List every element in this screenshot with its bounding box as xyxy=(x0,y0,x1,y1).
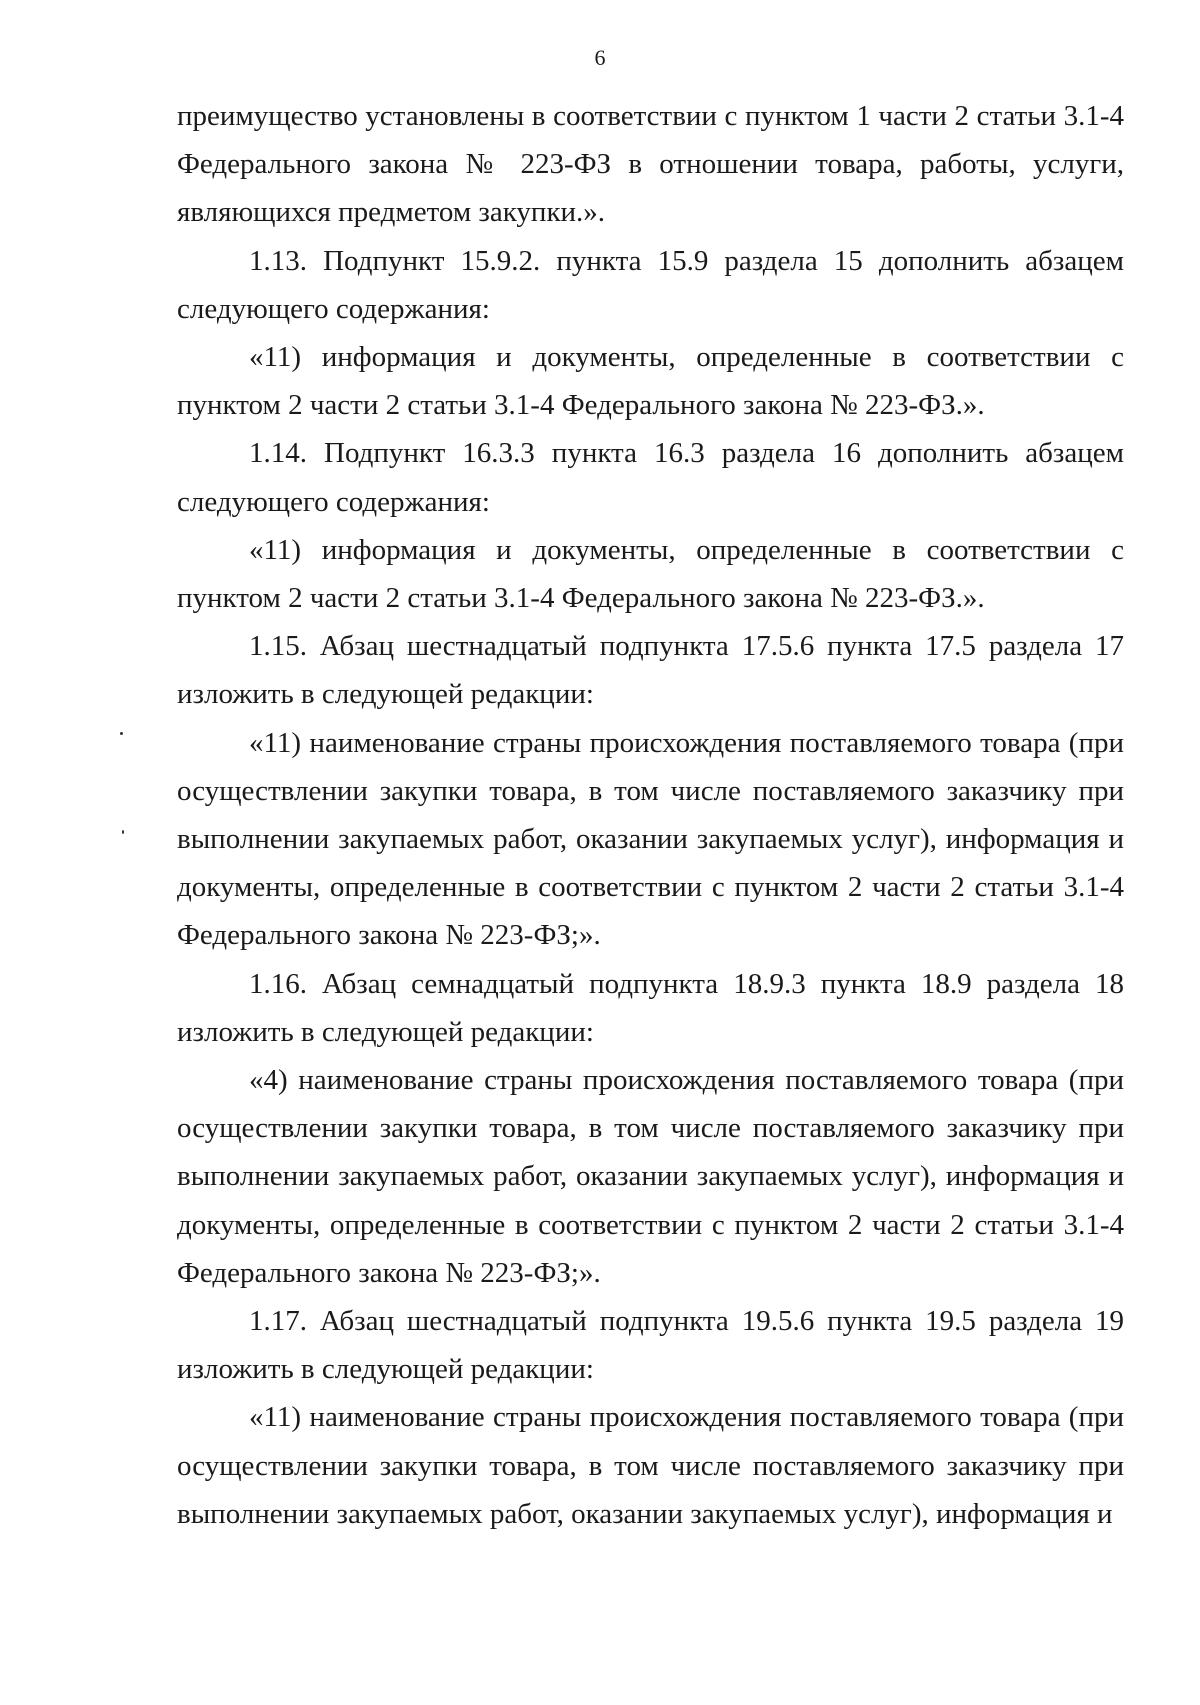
item-1-14-heading: 1.14. Подпункт 16.3.3 пункта 16.3 раздела 16 дополнить абзацем следующего содержания: xyxy=(177,437,1124,518)
item-1-16-heading: 1.16. Абзац семнадцатый подпункта 18.9.3 пункта 18.9 раздела 18 изложить в следующей редакции: xyxy=(177,967,1124,1048)
item-1-13-quote: «11) информация и документы, определенные в соответствии с пунктом 2 части 2 статьи 3.1-4 Федерального закона № 223-ФЗ.». xyxy=(177,341,1124,422)
item-1-15-quote: «11) наименование страны происхождения поставляемого товара (при осуществлении закупки товара, в том числе поставляемого заказчику при выполнении закупаемых работ, оказании закупаемых услуг), информация и документы, определенные в соответствии с пунктом 2 части 2 статьи 3.1-4 Федерального закона № 223-ФЗ;». xyxy=(177,726,1124,952)
scan-speck xyxy=(122,830,124,834)
page-number: 6 xyxy=(594,45,606,70)
item-1-17-quote: «11) наименование страны происхождения поставляемого товара (при осуществлении закупки товара, в том числе поставляемого заказчику при выполнении закупаемых работ, оказании закупаемых услуг), информация и xyxy=(177,1401,1124,1530)
item-1-13-heading: 1.13. Подпункт 15.9.2. пункта 15.9 раздела 15 дополнить абзацем следующего содержания: xyxy=(177,244,1124,325)
scan-speck xyxy=(120,732,123,735)
document-body xyxy=(177,92,1124,1538)
item-1-16-quote: «4) наименование страны происхождения поставляемого товара (при осуществлении закупки товара, в том числе поставляемого заказчику при выполнении закупаемых работ, оказании закупаемых услуг), информация и документы, определенные в соответствии с пунктом 2 части 2 статьи 3.1-4 Федерального закона № 223-ФЗ;». xyxy=(177,1064,1124,1289)
item-1-14-quote: «11) информация и документы, определенные в соответствии с пунктом 2 части 2 статьи 3.1-4 Федерального закона № 223-ФЗ.». xyxy=(177,533,1124,615)
item-1-15-heading: 1.15. Абзац шестнадцатый подпункта 17.5.6 пункта 17.5 раздела 17 изложить в следующей редакции: xyxy=(177,630,1124,711)
item-1-17-heading: 1.17. Абзац шестнадцатый подпункта 19.5.6 пункта 19.5 раздела 19 изложить в следующей редакции: xyxy=(177,1305,1124,1386)
paragraph-continuation: преимущество установлены в соответствии с пунктом 1 части 2 статьи 3.1-4 Федерального закона № 223-ФЗ в отношении товара, работы, услуги, являющихся предметом закупки.». xyxy=(177,100,1124,229)
